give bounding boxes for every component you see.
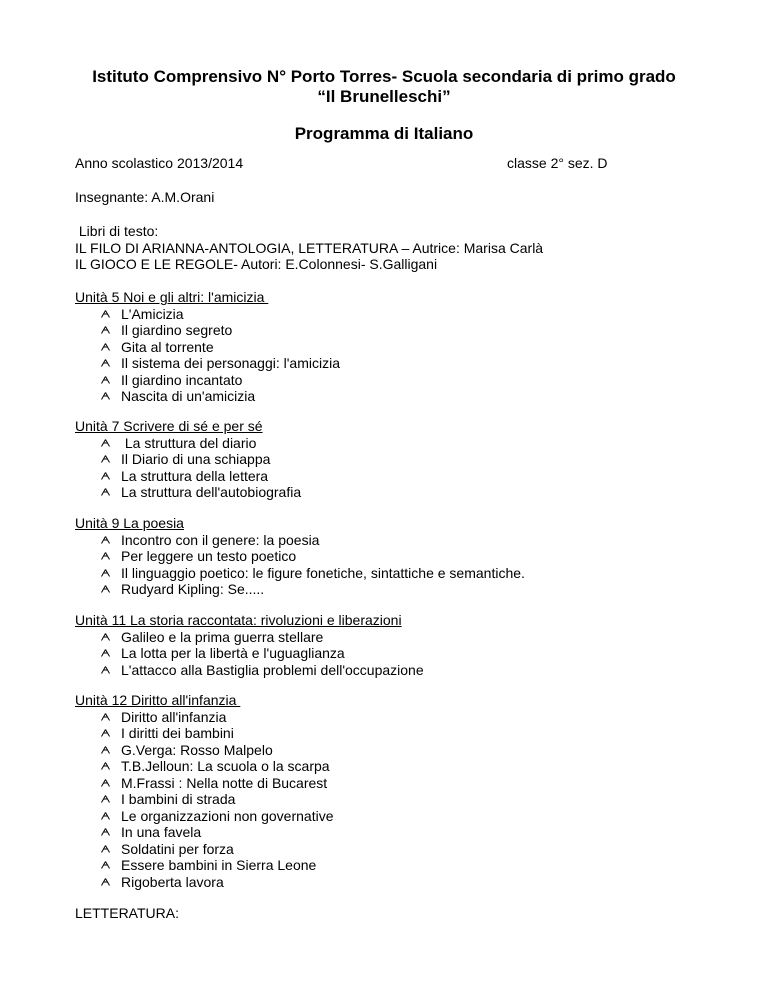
list-item-text: L'attacco alla Bastiglia problemi dell'occupazione <box>121 661 424 678</box>
triangle-bullet-icon <box>101 532 110 544</box>
list-item <box>75 709 333 726</box>
list-item <box>75 662 424 679</box>
unit-section <box>75 418 301 501</box>
triangle-bullet-icon <box>101 565 110 577</box>
textbook-1: IL FILO DI ARIANNA-ANTOLOGIA, LETTERATURA – Autrice: Marisa Carlà <box>75 239 544 256</box>
list-item-text: In una favela <box>121 824 202 840</box>
list-item <box>75 742 333 759</box>
literature-heading: LETTERATURA: <box>75 905 179 921</box>
list-item <box>75 372 340 389</box>
list-item-text: Il linguaggio poetico: le figure fonetiche, sintattiche e semantiche. <box>121 564 525 581</box>
unit-items <box>75 709 333 891</box>
list-item-text: Essere bambini in Sierra Leone <box>121 857 317 873</box>
unit-section <box>75 692 333 890</box>
teacher: Insegnante: A.M.Orani <box>75 189 215 205</box>
list-item-text: Il giardino incantato <box>121 371 243 388</box>
list-item-text: Nascita di un'amicizia <box>121 388 256 404</box>
list-item-text: La struttura dell'autobiografia <box>121 484 302 500</box>
list-item <box>75 484 301 501</box>
textbooks-heading: Libri di testo: <box>75 223 159 239</box>
list-item-text: Per leggere un testo poetico <box>121 548 297 564</box>
list-item-text: Il giardino segreto <box>121 322 233 338</box>
list-item <box>75 339 340 356</box>
triangle-bullet-icon <box>101 709 110 721</box>
list-item <box>75 758 333 775</box>
list-item <box>75 725 333 742</box>
unit-title: Unità 7 Scrivere di sé e per sé <box>75 418 263 434</box>
list-item <box>75 629 424 646</box>
school-year: Anno scolastico 2013/2014 <box>75 155 244 171</box>
list-item <box>75 775 333 792</box>
triangle-bullet-icon <box>101 775 110 787</box>
list-item <box>75 306 340 323</box>
list-item <box>75 581 525 598</box>
list-item-text: I diritti dei bambini <box>121 725 234 741</box>
triangle-bullet-icon <box>101 468 110 480</box>
list-item-text: Il Diario di una schiappa <box>121 451 271 467</box>
unit-section <box>75 515 525 598</box>
triangle-bullet-icon <box>101 824 110 836</box>
unit-title: Unità 12 Diritto all'infanzia <box>75 692 241 708</box>
list-item <box>75 322 340 339</box>
institute-name-line-1: Istituto Comprensivo N° Porto Torres- Scuola secondaria di primo grado <box>92 67 676 86</box>
triangle-bullet-icon <box>101 874 110 886</box>
unit-items <box>75 435 301 501</box>
list-item-text: M.Frassi : Nella notte di Bucarest <box>121 774 328 791</box>
list-item-text: T.B.Jelloun: La scuola o la scarpa <box>121 758 330 774</box>
triangle-bullet-icon <box>101 388 110 400</box>
list-item <box>75 451 301 468</box>
triangle-bullet-icon <box>101 372 110 384</box>
triangle-bullet-icon <box>101 758 110 770</box>
unit-items <box>75 306 340 405</box>
triangle-bullet-icon <box>101 662 110 674</box>
list-item-text: Diritto all'infanzia <box>121 708 227 725</box>
unit-section <box>75 612 424 678</box>
triangle-bullet-icon <box>101 629 110 641</box>
list-item-text: La struttura del diario <box>121 434 257 451</box>
list-item-text: Soldatini per forza <box>121 840 234 857</box>
triangle-bullet-icon <box>101 306 110 318</box>
unit-title: Unità 11 La storia raccontata: rivoluzioni e liberazioni <box>75 612 402 628</box>
list-item-text: L'Amicizia <box>121 305 184 322</box>
triangle-bullet-icon <box>101 791 110 803</box>
list-item <box>75 808 333 825</box>
triangle-bullet-icon <box>101 808 110 820</box>
list-item-text: Le organizzazioni non governative <box>121 807 334 824</box>
triangle-bullet-icon <box>101 355 110 367</box>
list-item-text: G.Verga: Rosso Malpelo <box>121 741 273 758</box>
list-item <box>75 645 424 662</box>
list-item <box>75 874 333 891</box>
unit-title: Unità 5 Noi e gli altri: l'amicizia <box>75 289 269 305</box>
triangle-bullet-icon <box>101 322 110 334</box>
list-item <box>75 841 333 858</box>
triangle-bullet-icon <box>101 645 110 657</box>
list-item <box>75 532 525 549</box>
triangle-bullet-icon <box>101 339 110 351</box>
unit-items <box>75 629 424 679</box>
list-item-text: Gita al torrente <box>121 338 214 355</box>
list-item-text: I bambini di strada <box>121 791 236 807</box>
unit-title: Unità 9 La poesia <box>75 515 184 531</box>
triangle-bullet-icon <box>101 581 110 593</box>
program-title: Programma di Italiano <box>294 124 474 143</box>
list-item-text: La lotta per la libertà e l'uguaglianza <box>121 645 345 661</box>
list-item <box>75 435 301 452</box>
list-item <box>75 565 525 582</box>
triangle-bullet-icon <box>101 435 110 447</box>
triangle-bullet-icon <box>101 451 110 463</box>
triangle-bullet-icon <box>101 841 110 853</box>
list-item-text: Il sistema dei personaggi: l'amicizia <box>121 355 340 371</box>
triangle-bullet-icon <box>101 484 110 496</box>
list-item <box>75 548 525 565</box>
list-item-text: Rudyard Kipling: Se..... <box>121 581 265 597</box>
textbook-2: IL GIOCO E LE REGOLE- Autori: E.Colonnesi- S.Galligani <box>75 256 438 272</box>
list-item-text: Incontro con il genere: la poesia <box>121 531 320 548</box>
class-section: classe 2° sez. D <box>507 155 608 171</box>
list-item <box>75 388 340 405</box>
institute-name-line-2: “Il Brunelleschi” <box>317 87 451 106</box>
unit-section <box>75 289 340 405</box>
list-item-text: La struttura della lettera <box>121 467 269 484</box>
list-item <box>75 355 340 372</box>
triangle-bullet-icon <box>101 725 110 737</box>
list-item <box>75 857 333 874</box>
unit-items <box>75 532 525 598</box>
list-item <box>75 791 333 808</box>
triangle-bullet-icon <box>101 548 110 560</box>
list-item-text: Galileo e la prima guerra stellare <box>121 628 324 645</box>
triangle-bullet-icon <box>101 857 110 869</box>
list-item <box>75 468 301 485</box>
list-item <box>75 824 333 841</box>
triangle-bullet-icon <box>101 742 110 754</box>
list-item-text: Rigoberta lavora <box>121 873 224 890</box>
